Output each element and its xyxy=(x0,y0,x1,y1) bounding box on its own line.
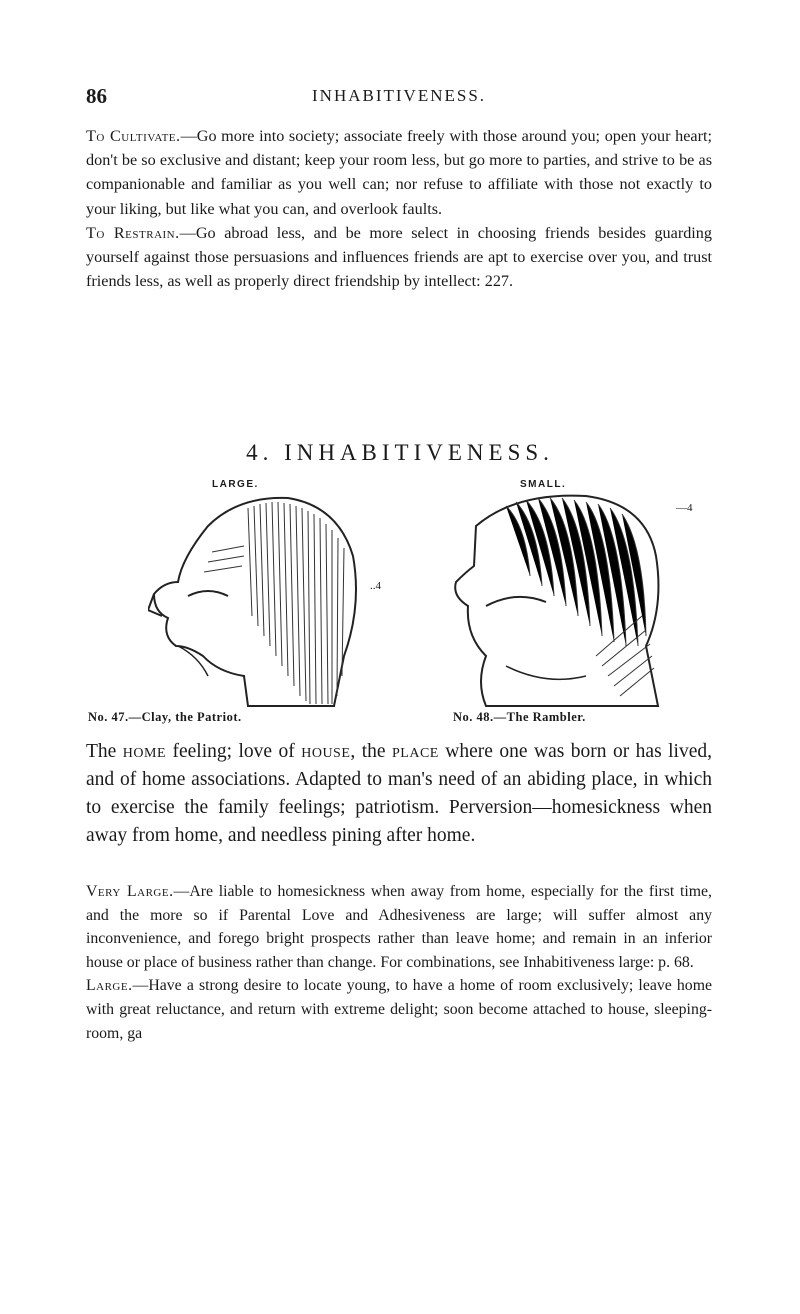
very-large-label: Very Large. xyxy=(86,883,174,900)
restrain-label: To Restrain. xyxy=(86,223,180,242)
very-large-paragraph xyxy=(86,880,712,974)
cultivate-text: —Go more into society; associate freely with those around you; open your heart; don't be so exclusive and distant; keep your room less, but go more to parties, and strive to be as companionable and familiar as you well can; nor refuse to affiliate with those not exactly to your liking, but like what you can, and overlook faults. xyxy=(86,127,712,218)
page-number: 86 xyxy=(86,84,107,108)
figure-label-large: LARGE. xyxy=(212,479,259,490)
marker-right: —4 xyxy=(676,502,693,514)
running-head: INHABITIVENESS. xyxy=(312,86,487,105)
lead-sc-place: place xyxy=(392,741,439,762)
lead-text-2: feeling; love of xyxy=(166,741,302,762)
lead-paragraph xyxy=(86,738,712,850)
restrain-text: —Go abroad less, and be more select in choosing friends besides guarding yourself against those persuasions and influences friends are apt to exercise over you, and trust friends less, as well as properly direct friendship by intellect: 227. xyxy=(86,223,712,291)
very-large-text: —Are liable to homesickness when away from home, especially for the first time, and the more so if Parental Love and Adhesiveness are large; will suffer almost any inconvenience, and forego bright prospects rather than leave home; and remain in an inferior house or place of business rather than change. For combinations, see Inhabitiveness large: p. 68. xyxy=(86,883,712,971)
rambler-head-engraving xyxy=(446,486,676,708)
cultivate-paragraph xyxy=(86,124,712,221)
figure-title: 4. INHABITIVENESS. xyxy=(246,440,554,465)
marker-left: ..4 xyxy=(370,580,381,592)
lead-text-3: , the xyxy=(350,741,392,762)
large-label: Large. xyxy=(86,977,133,995)
figure-label-small: SMALL. xyxy=(520,479,567,490)
lead-text-4: where one was born or has lived, and of home associations. Adapted to man's need of an abiding place, in which to exercise the family feelings; patriotism. Perversion—homesickness when away from home, and needless pining after home. xyxy=(86,741,712,846)
lead-sc-home: home xyxy=(122,741,167,762)
lead-sc-house: house xyxy=(301,741,351,762)
caption-left: No. 47.—Clay, the Patriot. xyxy=(88,710,242,724)
top-text-block xyxy=(86,124,712,293)
body-text-block xyxy=(86,880,712,1045)
home-feeling-paragraph xyxy=(86,738,712,850)
caption-right: No. 48.—The Rambler. xyxy=(453,710,586,724)
lead-text-1: The xyxy=(86,741,123,762)
large-paragraph xyxy=(86,974,712,1045)
restrain-paragraph xyxy=(86,221,712,294)
cultivate-label: To Cultivate. xyxy=(86,127,181,145)
large-text: —Have a strong desire to locate young, to have a home of room exclusively; leave home with great reluctance, and return with extreme delight; soon become attached to house, sleeping-room, ga xyxy=(86,977,712,1042)
clay-head-engraving xyxy=(148,486,368,708)
